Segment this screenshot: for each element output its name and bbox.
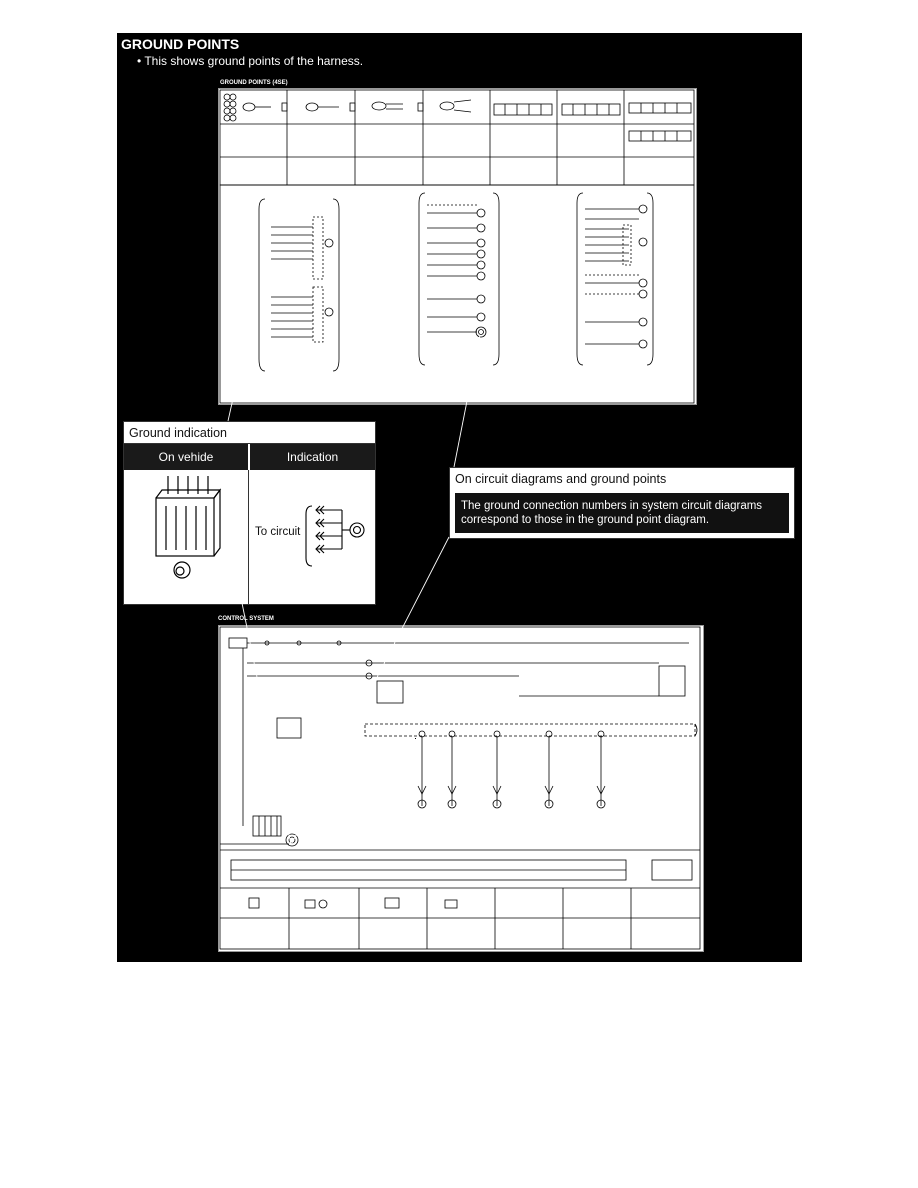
circuit-callout-body: The ground connection numbers in system circuit diagrams correspond to those in the ground point diagram. [455, 493, 789, 533]
intro-text: This shows ground points of the harness. [144, 54, 364, 68]
page-title: GROUND POINTS [121, 36, 240, 52]
ground-points-panel-label: GROUND POINTS (4SE) [220, 80, 288, 86]
to-circuit-label: To circuit [255, 526, 301, 538]
leader-lines [117, 33, 802, 962]
bullet-icon: • [137, 54, 142, 68]
col-indication: Indication [250, 444, 375, 470]
control-system-panel-label: CONTROL SYSTEM [218, 616, 274, 622]
circuit-callout-title: On circuit diagrams and ground points [455, 472, 667, 486]
col-on-vehicle: On vehide [124, 444, 248, 470]
ground-indication-title: Ground indication [124, 422, 375, 444]
ground-points-page [117, 33, 802, 962]
